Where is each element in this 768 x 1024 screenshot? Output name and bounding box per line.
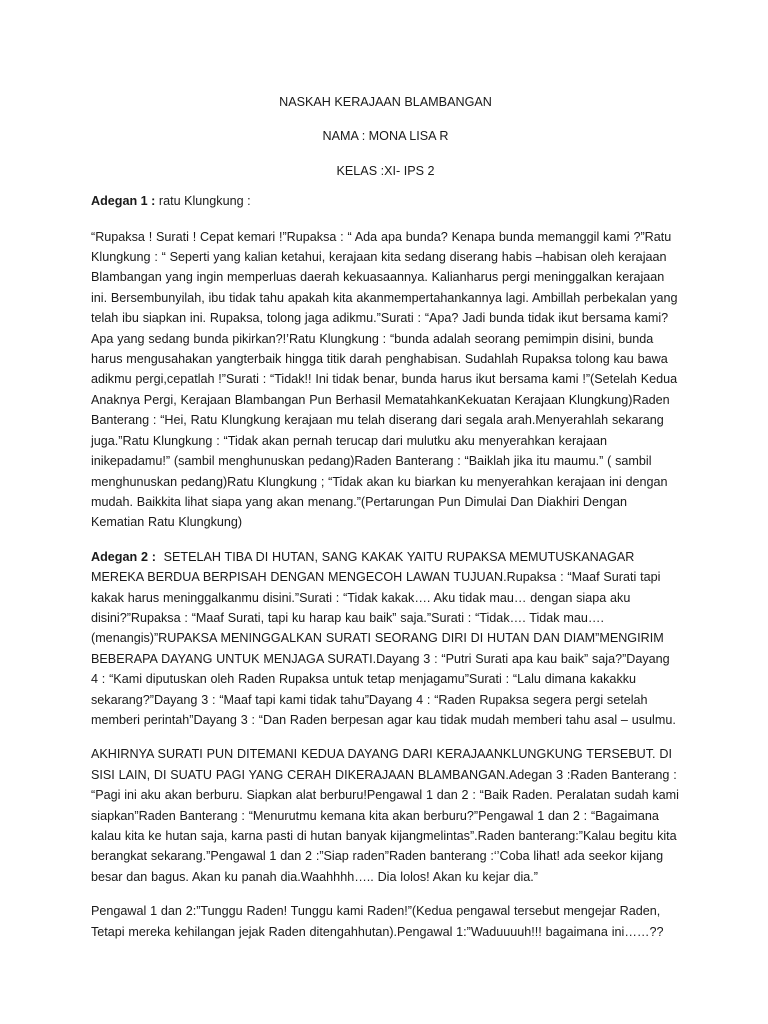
scene-1-label: Adegan 1 : — [91, 194, 156, 209]
scene-2-text: SETELAH TIBA DI HUTAN, SANG KAKAK YAITU RUPAKSA MEMUTUSKANAGAR MEREKA BERDUA BERPISAH DENGAN MENGECOH LAWAN TUJUAN.Rupaksa : “Maaf Surati tapi kakak harus meninggalkanmu disini.”Surati : “Tidak kakak…. Aku tidak mau… dengan siapa aku disini?”Rupaksa : “Maaf Surati, tapi ku harap kau baik” saja.”Surati : “Tidak…. Tidak mau…. (menangis)”RUPAKSA MENINGGALKAN SURATI SEORANG DIRI DI HUTAN DAN DIAM”MENGIRIM BEBERAPA DAYANG UNTUK MENJAGA SURATI.Dayang 3 : “Putri Surati apa kau baik” saja?”Dayang 4 : “Kami diputuskan oleh Raden Rupaksa untuk tetap menjagamu”Surati : “Lalu dimana kakakku sekarang?”Dayang 3 : “Maaf tapi kami tidak tahu”Dayang 4 : “Raden Rupaksa segera pergi setelah memberi perintah”Dayang 3 : “Dan Raden berpesan agar kau tidak mudah memberi tahu asal – usulmu. — [91, 549, 676, 727]
scene-2-label: Adegan 2 : — [91, 549, 156, 564]
scene-4-paragraph: Pengawal 1 dan 2:”Tunggu Raden! Tunggu kami Raden!”(Kedua pengawal tersebut mengejar Raden, Tetapi mereka kehilangan jejak Raden ditengahhutan).Pengawal 1:”Waduuuuh!!! bagaimana ini……?? — [91, 904, 664, 939]
scene-1-label-rest: ratu Klungkung : — [155, 194, 251, 209]
scene-2-paragraph — [91, 547, 680, 731]
scene-3-paragraph: AKHIRNYA SURATI PUN DITEMANI KEDUA DAYANG DARI KERAJAANKLUNGKUNG TERSEBUT. DI SISI LAIN, DI SUATU PAGI YANG CERAH DIKERAJAAN BLAMBANGAN.Adegan 3 :Raden Banterang : “Pagi ini aku akan berburu. Siapkan alat berburu!Pengawal 1 dan 2 : “Baik Raden. Peralatan sudah kami siapkan”Raden Banterang : “Menurutmu kemana kita akan berburu?”Pengawal 1 dan 2 : “Bagaimana kalau kita ke hutan saja, karna pasti di hutan banyak kijangmelintas”.Raden banterang:”Kalau begitu kita berangkat sekarang.”Pengawal 1 dan 2 :”Siap raden”Raden banterang :‘’Coba lihat! ada seekor kijang besar dan bagus. Akan ku panah dia.Waahhhh….. Dia lolos! Akan ku kejar dia.” — [91, 747, 679, 884]
student-name: NAMA : MONA LISA R — [322, 129, 449, 144]
scene-1-text: “Rupaksa ! Surati ! Cepat kemari !”Rupaksa : “ Ada apa bunda? Kenapa bunda memanggil kami ?”Ratu Klungkung : “ Seperti yang kalian ketahui, kerajaan kita sedang diserang habis –habisan oleh kerajaan Blambangan yang ingin memperluas daerah kekuasaannya. Kalianharus pergi meninggalkan kerajaan ini. Bersembunyilah, ibu tidak tahu apakah kita akanmempertahankannya lagi. Ambillah perbekalan yang telah ibu siapkan ini. Rupaksa, tolong jaga adikmu.”Surati : “Apa? Jadi bunda tidak ikut bersama kami? Apa yang sedang bunda pikirkan?!’Ratu Klungkung : “bunda adalah seorang pemimpin disini, bunda harus mengusahakan yangterbaik hingga titik darah penghabisan. Sudahlah Rupaksa tolong kau bawa adikmu pergi,cepatlah !”Surati : “Tidak!! Ini tidak benar, bunda harus ikut bersama kami !”(Setelah Kedua Anaknya Pergi, Kerajaan Blambangan Pun Berhasil MematahkanKekuatan Kerajaan Klungkung)Raden Banterang : “Hei, Ratu Klungkung kerajaan mu telah diserang dari segala arah.Menyerahlah sekarang juga.”Ratu Klungkung : “Tidak akan pernah terucap dari mulutku aku menyerahkan kerajaan inikepadamu!” (sambil menghunuskan pedang)Raden Banterang : “Baiklah jika itu maumu.” ( sambil menghunuskan pedang)Ratu Klungkung ; “Tidak akan ku biarkan ku menyerahkan kerajaan ini dengan mudah. Baikkita lihat siapa yang akan menang.”(Pertarungan Pun Dimulai Dan Diakhiri Dengan Kematian Ratu Klungkung) — [91, 229, 678, 530]
student-class: KELAS :XI- IPS 2 — [336, 163, 435, 178]
document-title: NASKAH KERAJAAN BLAMBANGAN — [279, 95, 492, 109]
scene-1-heading — [91, 191, 680, 211]
